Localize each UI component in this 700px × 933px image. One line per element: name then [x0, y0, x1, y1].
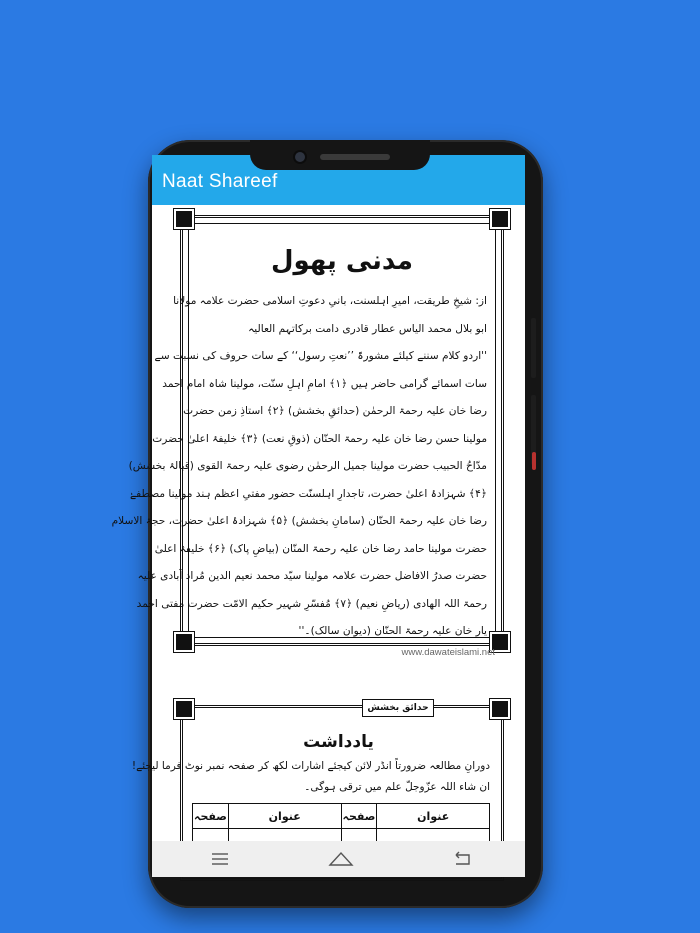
menu-icon[interactable] [210, 849, 230, 869]
volume-indicator [532, 452, 536, 470]
corner-ornament-icon [490, 209, 510, 229]
memo-instruction: دورانِ مطالعہ ضرورتاً انڈر لائن کیجئے اشارات لکھ کر صفحہ نمبر نوٹ فرما لیجئے! [131, 760, 490, 772]
table-header: عنوان [228, 804, 341, 829]
poem-line: سات اسمائے گرامی حاضر ہیں ﴿۱﴾ امامِ اہلِ سنّت، مولینا شاہ امام احمد [162, 377, 487, 390]
power-button [531, 318, 536, 378]
poem-line: مولینا حسن رضا خان علیہ رحمۃ الحنّان (ذوقِ نعت) ﴿۳﴾ خلیفۂ اعلیٰ حضرت [152, 432, 487, 445]
table-header: صفحہ [341, 804, 377, 829]
table-header: صفحہ [193, 804, 229, 829]
poem-body [111, 288, 487, 646]
memo-title: یادداشت [303, 732, 374, 752]
poem-line: رحمۃ اللہ الھادی (ریاضِ نعیم) ﴿۷﴾ مُفسّرِ شہیر حکیم الامّت حضرت مفتی احمد [136, 597, 487, 610]
poem-line: یار خان علیہ رحمۃ الحنّان (دیوانِ سالک)۔'' [298, 625, 487, 637]
back-icon[interactable] [452, 849, 472, 869]
phone-screen [111, 155, 525, 877]
poem-line: ''اردو کلام سننے کیلئے مشورۃً ’’نعتِ رسول‘‘ کے سات حروف کی نسبت سے [154, 350, 487, 362]
poem-line: از: شیخِ طریقت، امیرِ اہلسنت، بانیِ دعوتِ اسلامی حضرت علامہ مولانا [173, 295, 487, 307]
poem-line: ابو بلال محمد الیاس عطار قادری دامت برکاتہم العالیہ [248, 322, 487, 335]
book-page[interactable] [111, 205, 525, 841]
corner-ornament-icon [490, 699, 510, 719]
poem-line: حضرت صدرُ الافاضل حضرت علامہ مولینا سیّد محمد نعیم الدین مُراد آبادی علیہ [137, 570, 487, 582]
poem-line: مدّاحُ الحبیب حضرت مولینا جمیل الرحمٰن رضوی علیہ رحمۃ القوی (قبالۂ بخشش) [128, 460, 487, 472]
poem-line: رضا خان علیہ رحمۃ الرحمٰن (حدائقِ بخشش) ﴿۲﴾ استاذِ زمن حضرت [183, 405, 487, 417]
book-name-badge: حدائق بخشش [362, 699, 434, 717]
speaker-grille [320, 154, 390, 160]
memo-note: ان شاء اللہ عزّوجلّ علم میں ترقی ہوگی۔ [304, 781, 490, 793]
corner-ornament-icon [174, 209, 194, 229]
navigation-bar [152, 841, 525, 877]
corner-ornament-icon [174, 632, 194, 652]
poem-line: ﴿۴﴾ شہزادۂ اعلیٰ حضرت، تاجدارِ اہلسنّت حضور مفتیِ اعظم ہند مولینا مصطفےٰ [129, 487, 487, 500]
corner-ornament-icon [174, 699, 194, 719]
app-title: Naat Shareef [162, 171, 278, 192]
camera-icon [295, 152, 305, 162]
table-header-row [193, 804, 490, 829]
poem-frame [111, 215, 504, 646]
poem-line: حضرت مولینا حامد رضا خان علیہ رحمۃ المنّان (بیاضِ پاک) ﴿۶﴾ خلیفۂ اعلیٰ [154, 542, 487, 555]
website-url: www.dawateislami.net [401, 647, 495, 658]
poem-line: رضا خان علیہ رحمۃ الحنّان (سامانِ بخشش) ﴿۵﴾ شہزادۂ اعلیٰ حضرت، حجۃ الاسلام [111, 515, 487, 527]
table-header: عنوان [377, 804, 490, 829]
poem-title: مدنی پھول [270, 246, 414, 276]
home-icon[interactable] [328, 849, 354, 869]
